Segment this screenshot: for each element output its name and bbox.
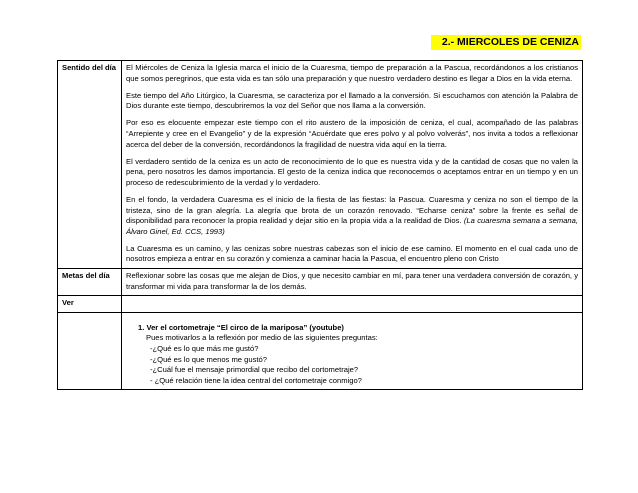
lesson-table	[57, 60, 583, 390]
paragraph: Por eso es elocuente empezar este tiempo con el rito austero de la imposición de ceniza, el cual, acompañado de las palabras “Arrepiente y cree en el Evangelio” y de la expresión “Acuérdate que eres polvo y al polvo volverás”, nos invita a todos a reflexionar acerca del deber de la conversión, recordándonos la fragilidad de nuestra vida aquí en la tierra.	[126, 118, 578, 149]
question-item: -¿Qué es lo que menos me gustó?	[150, 354, 267, 364]
table-row-ver	[58, 296, 583, 313]
row-label-metas: Metas del día	[58, 269, 122, 296]
row-label-ver: Ver	[58, 296, 122, 313]
row-label-sentido: Sentido del día	[58, 61, 122, 269]
activity-title: 1. Ver el cortometraje “El circo de la mariposa” (youtube)	[138, 322, 344, 332]
activity-block	[126, 315, 578, 387]
table-row-ver-content	[58, 312, 583, 390]
citation: (La cuaresma semana a semana, Álvaro Ginel, Ed. CCS, 1993)	[126, 216, 578, 236]
row-content-ver	[122, 312, 583, 390]
page-title: 2.- MIERCOLES DE CENIZA	[431, 35, 581, 50]
question-item: -¿Qué es lo que más me gustó?	[150, 343, 259, 353]
paragraph-with-citation	[126, 195, 578, 237]
row-content-ver-spacer	[122, 296, 583, 313]
question-item: - ¿Qué relación tiene la idea central del cortometraje conmigo?	[150, 375, 362, 385]
paragraph-text: En el fondo, la verdadera Cuaresma es el inicio de la fiesta de las fiestas: la Pascua. Cuaresma y ceniza no son el tiempo de la tristeza, sino de la gran alegría. La alegría que brota de un corazón renovado. “Echarse ceniza” sobre la frente es señal de disponibilidad para reconocer la propia realidad y dejar sitio en la propia vida a la realidad de Dios.	[126, 194, 578, 226]
table-row-sentido	[58, 61, 583, 269]
paragraph: Este tiempo del Año Litúrgico, la Cuaresma, se caracteriza por el llamado a la conversión. Si escuchamos con atención la Palabra de Dios durante este tiempo, descubriremos la voz del Señor que nos llama a la conversión.	[126, 90, 578, 111]
table-row-metas	[58, 269, 583, 296]
row-content-metas	[122, 269, 583, 296]
question-item: -¿Cuál fue el mensaje primordial que recibo del cortometraje?	[150, 365, 359, 375]
paragraph: La Cuaresma es un camino, y las cenizas sobre nuestras cabezas son el inicio de ese camino. El momento en el cual cada uno de nosotros empieza a entrar en su corazón y comienza a caminar hacia la Pascua, el encuentro pleno con Cristo	[126, 243, 578, 264]
activity-intro: Pues motivarlos a la reflexión por medio de las siguientes preguntas:	[146, 333, 378, 343]
paragraph: El verdadero sentido de la ceniza es un acto de reconocimiento de lo que es nuestra vida y de la cantidad de cosas que no valen la pena, pero nosotros les damos importancia. El gesto de la ceniza indica que reconocemos o aceptamos entrar en un tiempo y en un proceso de redescubrimiento de la verdad y lo verdadero.	[126, 156, 578, 187]
goal-text: Reflexionar sobre las cosas que me alejan de Dios, y que necesito cambiar en mí, para tener una verdadera conversión de corazón, y transformar mi vida para transformar la de los demás.	[126, 271, 578, 291]
paragraph: El Miércoles de Ceniza la Iglesia marca el inicio de la Cuaresma, tiempo de preparación a la Pascua, recordándonos a los cristianos que somos peregrinos, que esta vida es tan sólo una preparación y que nuestro verdadero destino es llegar a Dios en la vida eterna.	[126, 63, 578, 83]
row-content-sentido	[122, 61, 583, 269]
row-label-empty	[58, 312, 122, 390]
